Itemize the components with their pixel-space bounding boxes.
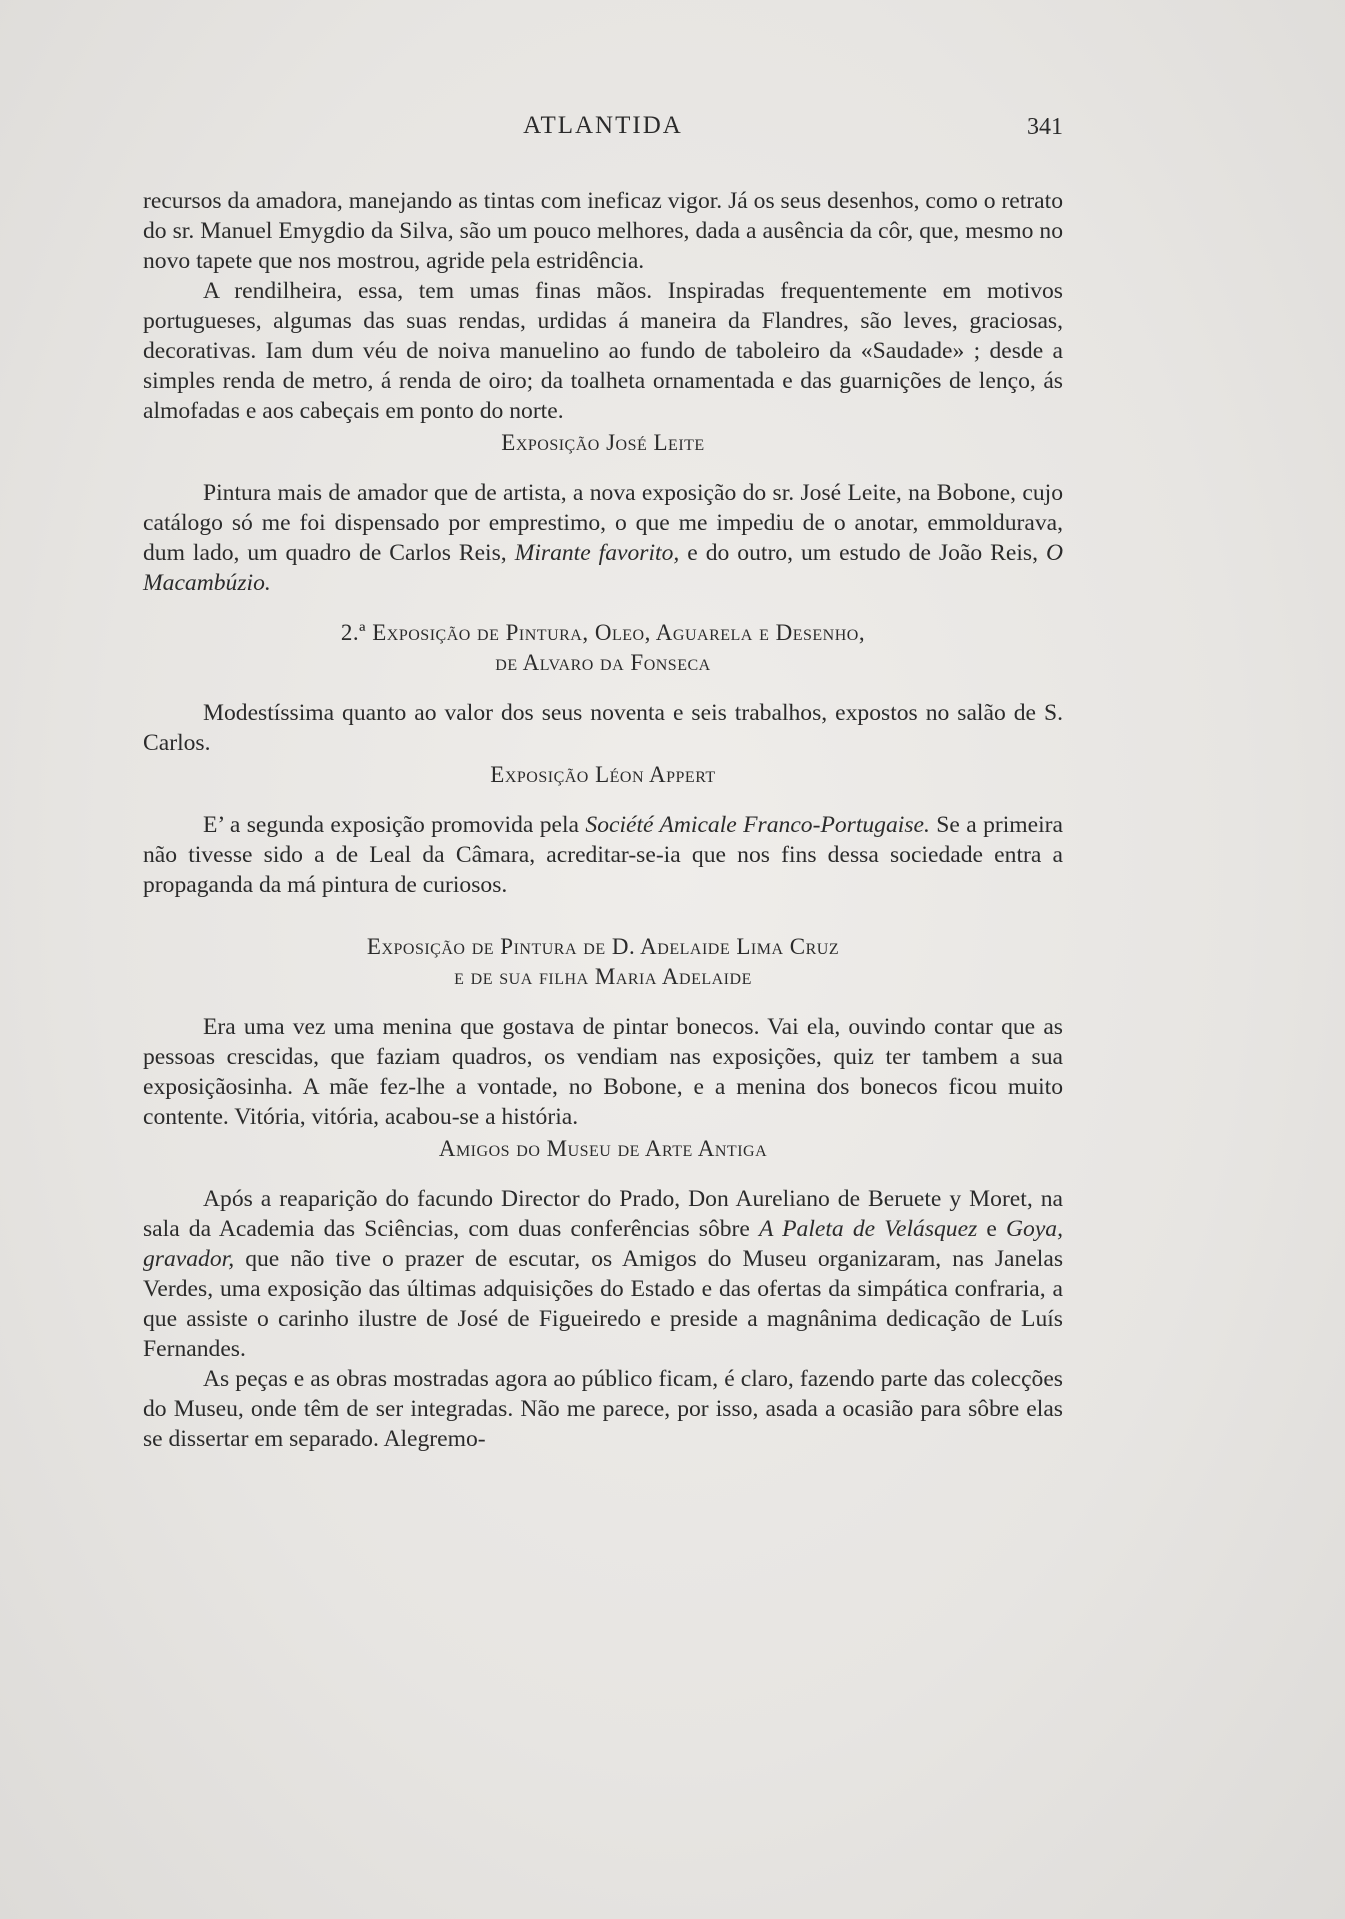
lecture-title-goya: Goya, gravador, [143, 1216, 1063, 1272]
paragraph-3-text-a: Pintura mais de amador que de artista, a nova exposição do sr. José Leite, na Bobone, cujo catálogo só me foi dispensado por emprestimo, o que me impediu de o anotar, emmoldurava, dum lado, um quadro de Carlos Reis, [143, 480, 1063, 566]
running-header [143, 112, 1063, 152]
artwork-title-mirante: Mirante favorito, [514, 540, 680, 566]
paragraph-5-text-b: Se a primeira não tivesse sido a de Leal da Câmara, acreditar-se-ia que nos fins dessa sociedade entra a propaganda da má pintura de curiosos. [143, 812, 1063, 898]
page-number: 341 [1027, 114, 1063, 140]
section-heading-leon-appert: Exposição Léon Appert [490, 762, 716, 787]
section-heading-line-2: e de sua filha Maria Adelaide [454, 964, 752, 989]
paragraph-7-text-c: que não tive o prazer de escutar, os Amigos do Museu organizaram, nas Janelas Verdes, uma exposição das últimas adquisições do Estado e das ofertas da simpática confraria, a que assiste o carinho ilustre de José de Figueiredo e preside a magnânima dedicação de Luís Fernandes. [143, 1246, 1063, 1362]
section-heading-amigos-museu: Amigos do Museu de Arte Antiga [438, 1136, 768, 1161]
section-heading-line-1: Exposição de Pintura de D. Adelaide Lima Cruz [366, 934, 840, 959]
lecture-title-velasquez: A Paleta de Velásquez [759, 1216, 978, 1242]
section-heading-line-2: de Alvaro da Fonseca [495, 650, 711, 675]
paragraph-3 [143, 478, 1063, 598]
artwork-title-macambuzio: O Macambúzio. [143, 540, 1064, 596]
section-heading-line-1: 2.ª Exposição de Pintura, Oleo, Aguarela e Desenho, [340, 620, 866, 645]
paragraph-5-text-a: E’ a segunda exposição promovida pela [203, 812, 586, 838]
paragraph-7-text-a: Após a reaparição do facundo Director do Prado, Don Aureliano de Beruete y Moret, na sala da Academia das Sciências, com duas conferências sôbre [143, 1186, 1063, 1242]
paragraph-2: A rendilheira, essa, tem umas finas mãos. Inspiradas frequentemente em motivos portugueses, algumas das suas rendas, urdidas á maneira da Flandres, são leves, graciosas, decorativas. Iam dum véu de noiva manuelino ao fundo de taboleiro da «Saudade» ; desde a simples renda de metro, á renda de oiro; da toalheta ornamentada e das guarnições de lenço, ás almofadas e aos cabeçais em ponto do norte. [143, 278, 1063, 424]
paragraph-3-text-b: e do outro, um estudo de João Reis, [679, 540, 1046, 566]
paragraph-8: As peças e as obras mostradas agora ao público ficam, é claro, fazendo parte das colecções do Museu, onde têm de ser integradas. Não me parece, por isso, asada a ocasião para sôbre elas se dissertar em separado. Alegremo- [143, 1366, 1063, 1452]
paragraph-1: recursos da amadora, manejando as tintas com ineficaz vigor. Já os seus desenhos, como o retrato do sr. Manuel Emygdio da Silva, são um pouco melhores, dada a ausência da côr, que, mesmo no novo tapete que nos mostrou, agride pela estridência. [143, 188, 1063, 274]
running-title: ATLANTIDA [523, 112, 683, 139]
body-text [143, 186, 1063, 1454]
society-name: Société Amicale Franco-Portugaise. [585, 812, 930, 838]
paragraph-5 [143, 810, 1063, 900]
paragraph-7-text-b: e [977, 1216, 1006, 1242]
section-heading-jose-leite: Exposição José Leite [501, 430, 705, 455]
section-heading-alvaro-fonseca [143, 618, 1063, 678]
paragraph-6: Era uma vez uma menina que gostava de pintar bonecos. Vai ela, ouvindo contar que as pessoas crescidas, que faziam quadros, os vendiam nas exposições, quiz ter tambem a sua exposiçãosinha. A mãe fez-lhe a vontade, no Bobone, e a menina dos bonecos ficou muito contente. Vitória, vitória, acabou-se a história. [143, 1014, 1063, 1130]
section-heading-lima-cruz [143, 932, 1063, 992]
paragraph-7 [143, 1184, 1063, 1364]
paragraph-4: Modestíssima quanto ao valor dos seus noventa e seis trabalhos, expostos no salão de S. Carlos. [143, 700, 1063, 756]
